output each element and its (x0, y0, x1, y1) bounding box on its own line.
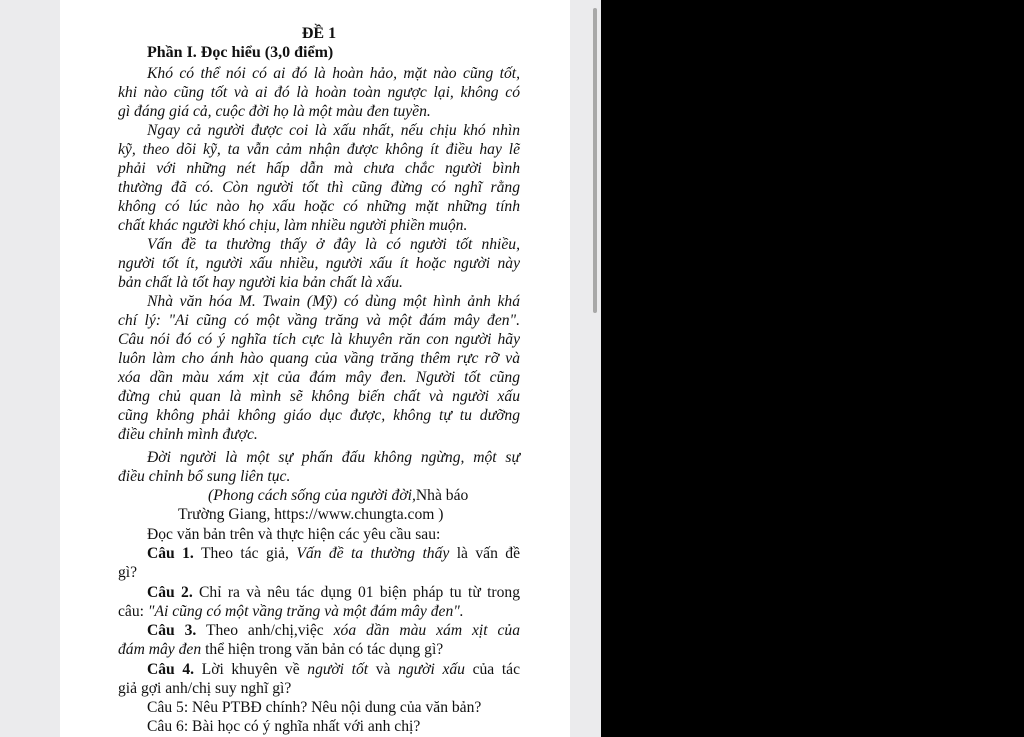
passage-line: bản chất là tốt hay người kia bản chất là xấu. (118, 274, 403, 291)
question-4-text: Lời khuyên về (201, 661, 300, 678)
question-3-cont-text: thể hiện trong văn bản có tác dụng gì? (205, 641, 444, 658)
question-4-term-bad: người xấu (398, 661, 465, 678)
source-url-line: Trường Giang, https://www.chungta.com ) (178, 506, 444, 523)
passage-line: Ngay cả người được coi là xấu nhất, nếu chịu khó nhìn (147, 122, 520, 139)
question-2-label: Câu 2. (147, 584, 193, 601)
question-2-continuation (118, 602, 520, 621)
question-3 (147, 621, 520, 640)
part-title: Phần I. Đọc hiểu (3,0 điểm) (147, 44, 334, 61)
passage-line: thường đã có. Còn người tốt thì cũng đừng có nghĩ rằng (118, 179, 520, 196)
passage-line: Vấn đề ta thường thấy ở đây là có người tốt nhiều, (147, 236, 520, 253)
question-4 (147, 660, 520, 679)
scrollbar-thumb[interactable] (593, 8, 597, 313)
passage-line: Nhà văn hóa M. Twain (Mỹ) có dùng một hình ảnh khá (147, 293, 520, 310)
source-title: (Phong cách sống của người đời, (208, 487, 416, 504)
question-3-quote: xóa dần màu xám xịt của (333, 622, 521, 639)
passage-line: kỹ, theo dõi kỹ, ta vẫn cảm nhận được không ít điều hay lẽ (118, 141, 520, 158)
question-6: Câu 6: Bài học có ý nghĩa nhất với anh chị? (147, 718, 421, 735)
exam-heading: ĐỀ 1 (301, 25, 337, 42)
passage-line: Câu nói đó có ý nghĩa tích cực là khuyên răn con người hãy (118, 331, 520, 348)
question-4-label: Câu 4. (147, 661, 195, 678)
passage-line: Khó có thể nói có ai đó là hoàn hảo, mặt nào cũng tốt, (147, 65, 520, 82)
passage-line: đừng chủ quan là mình sẽ không biến chất và người xấu (118, 388, 520, 405)
question-1-label: Câu 1. (147, 545, 194, 562)
question-3-text: Theo anh/chị,việc (205, 622, 324, 639)
passage-line: điều chỉnh mình được. (118, 426, 258, 443)
passage-line: chí lý: "Ai cũng có một vầng trăng và một đám mây đen". (118, 312, 520, 329)
question-2-quote: "Ai cũng có một vầng trăng và một đám mây đen". (147, 603, 464, 620)
passage-line: không có lúc nào họ xấu hoặc có những mặt những tính (118, 198, 520, 215)
question-4-text-end: của tác (472, 661, 521, 678)
passage-line: xóa dần màu xám xịt của đám mây đen. Người tốt cũng (118, 369, 520, 386)
source-citation (208, 486, 520, 505)
question-1-continuation: gì? (118, 564, 138, 581)
viewer-background-left (0, 0, 60, 737)
passage-line: Đời người là một sự phấn đấu không ngừng, một sự (147, 449, 520, 466)
passage-line: luôn làm cho ánh hào quang của vầng trăng thêm rực rỡ và (118, 350, 520, 367)
source-author-prefix: Nhà báo (415, 487, 469, 504)
passage-line: phải với những nét hấp dẫn mà chưa chắc người bình (118, 160, 520, 177)
instruction-line: Đọc văn bản trên và thực hiện các yêu cầu sau: (147, 526, 441, 543)
question-1-quote: Vấn đề ta thường thấy (296, 545, 450, 562)
question-5: Câu 5: Nêu PTBĐ chính? Nêu nội dung của văn bản? (147, 699, 482, 716)
question-3-continuation (118, 640, 520, 659)
passage-line: cũng không phải không giáo dục được, không tự tu dưỡng (118, 407, 520, 424)
passage-line: khi nào cũng tốt và ai đó là hoàn toàn ngược lại, không có (118, 84, 520, 101)
question-4-continuation: giả gợi anh/chị suy nghĩ gì? (118, 680, 292, 697)
question-1 (147, 544, 520, 563)
question-1-text-end: là vấn đề (456, 545, 520, 562)
passage-line: người tốt ít, người xấu nhiều, người xấu ít hoặc người này (118, 255, 520, 272)
question-3-quote-end: đám mây đen (118, 641, 202, 658)
passage-line: điều chỉnh bổ sung liên tục. (118, 468, 291, 485)
question-2-cont-text: câu: (118, 603, 144, 620)
passage-line: gì đáng giá cả, cuộc đời họ là một màu đen tuyền. (118, 103, 431, 120)
question-4-and: và (375, 661, 391, 678)
question-2 (147, 583, 520, 602)
passage-line: chất khác người khó chịu, làm nhiều người phiền muộn. (118, 217, 468, 234)
question-2-text: Chỉ ra và nêu tác dụng 01 biện pháp tu từ trong (199, 584, 520, 601)
question-3-label: Câu 3. (147, 622, 197, 639)
question-4-term-good: người tốt (307, 661, 369, 678)
question-1-text: Theo tác giả, (200, 545, 289, 562)
